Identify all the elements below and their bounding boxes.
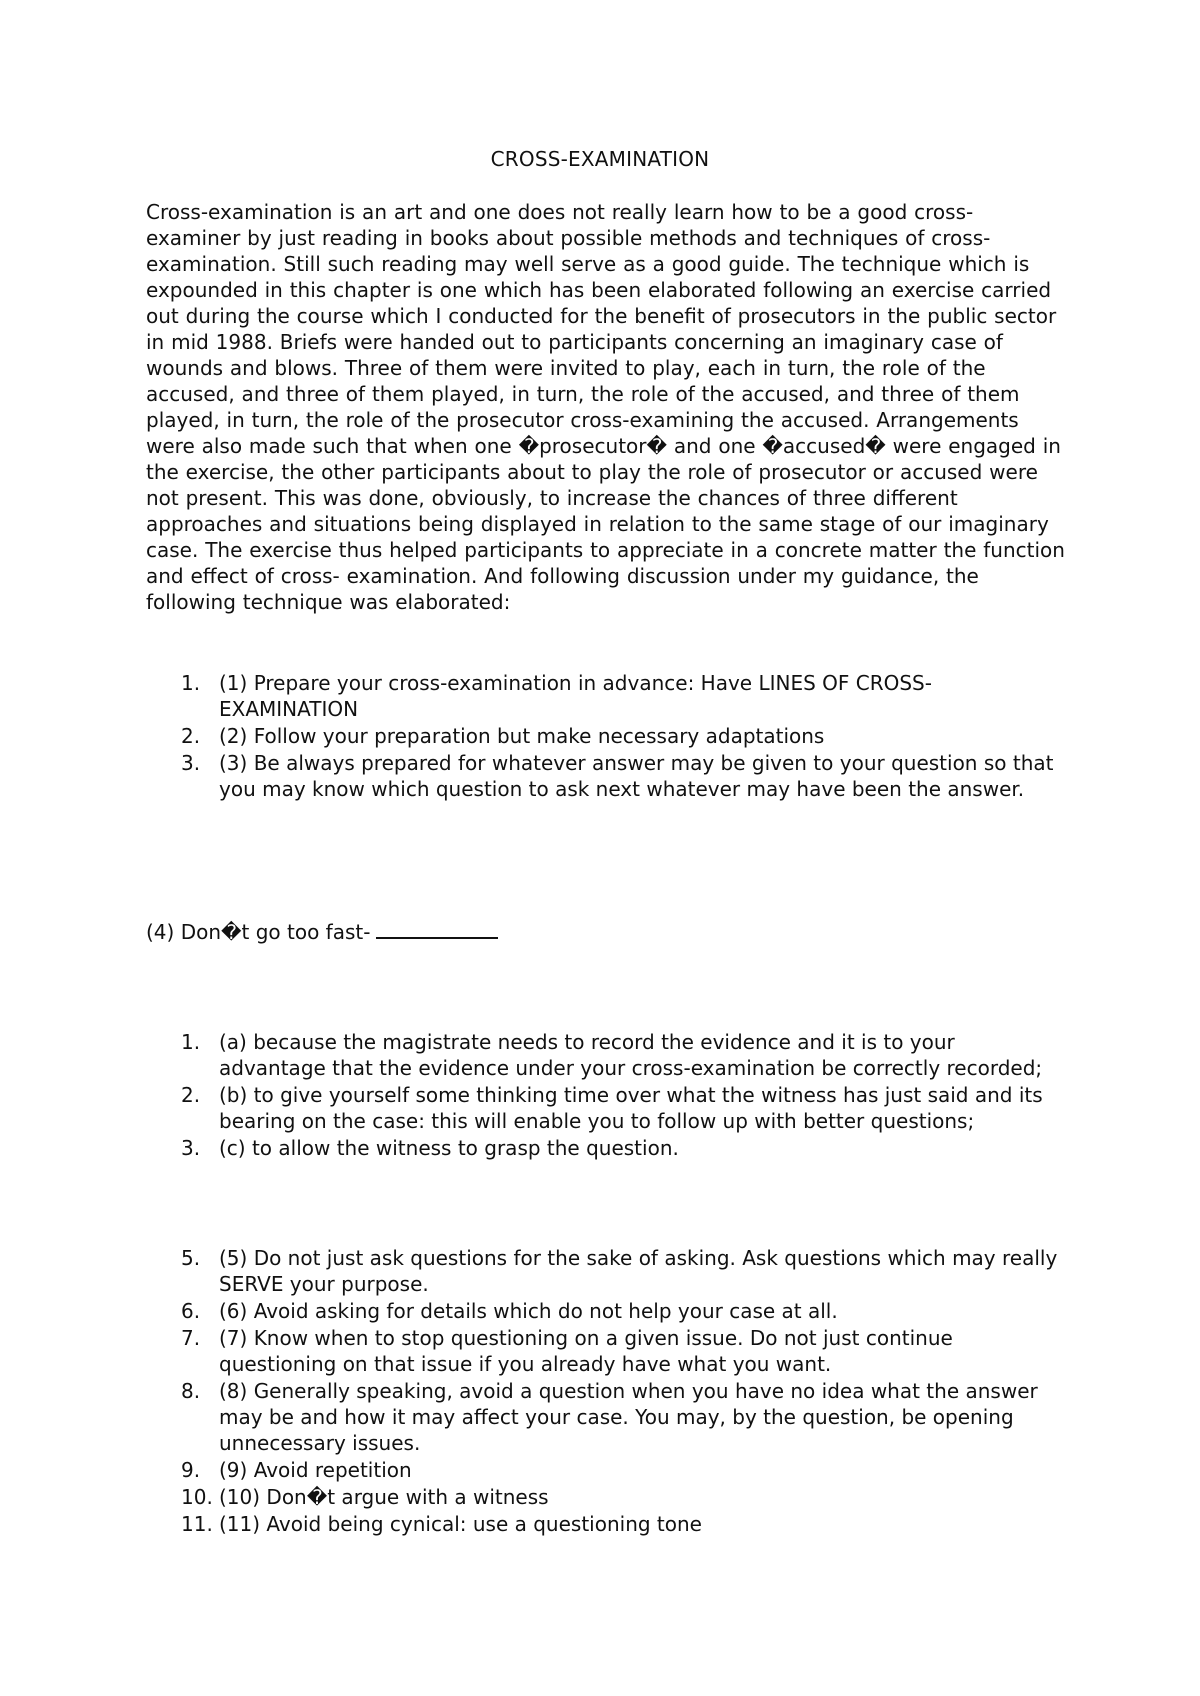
list-item: [146, 1082, 1066, 1134]
list-item: [146, 1484, 1066, 1510]
list-item-number: 11.: [181, 1512, 213, 1536]
list-item-text: (9) Avoid repetition: [219, 1458, 412, 1482]
reasons-list: [146, 1029, 1066, 1162]
technique-list-part-2: [146, 1245, 1066, 1538]
technique-list-part-1: [146, 670, 1066, 803]
list-item-text: (c) to allow the witness to grasp the question.: [219, 1136, 679, 1160]
list-item: [146, 1511, 1066, 1537]
list-item: [146, 1029, 1066, 1081]
list-item-number: 3.: [181, 1136, 201, 1160]
list-item: [146, 1457, 1066, 1483]
list-item-text: (3) Be always prepared for whatever answer may be given to your question so that you may know which question to ask next whatever may have been the answer.: [219, 751, 1054, 801]
list-item-number: 5.: [181, 1246, 201, 1270]
list-item-text: (7) Know when to stop questioning on a given issue. Do not just continue questioning on that issue if you already have what you want.: [219, 1326, 953, 1376]
list-item-text: (8) Generally speaking, avoid a question when you have no idea what the answer may be and how it may affect your case. You may, by the question, be opening unnecessary issues.: [219, 1379, 1038, 1455]
blank-underline: [376, 918, 498, 939]
list-item-number: 7.: [181, 1326, 201, 1350]
list-item-text: (2) Follow your preparation but make necessary adaptations: [219, 724, 825, 748]
list-item: [146, 1245, 1066, 1297]
list-item: [146, 1325, 1066, 1377]
list-item-number: 1.: [181, 671, 201, 695]
intro-paragraph: Cross-examination is an art and one does not really learn how to be a good cross-examiner by just reading in books about possible methods and techniques of cross-examination. Still such reading may well serve as a good guide. The technique which is expounded in this chapter is one which has been elaborated following an exercise carried out during the course which I conducted for the benefit of prosecutors in the public sector in mid 1988. Briefs were handed out to participants concerning an imaginary case of wounds and blows. Three of them were invited to play, each in turn, the role of the accused, and three of them played, in turn, the role of the accused, and three of them played, in turn, the role of the prosecutor cross-examining the accused. Arrangements were also made such that when one �prosecutor� and one �accused� were engaged in the exercise, the other participants about to play the role of prosecutor or accused were not present. This was done, obviously, to increase the chances of three different approaches and situations being displayed in relation to the same stage of our imaginary case. The exercise thus helped participants to appreciate in a concrete matter the function and effect of cross- examination. And following discussion under my guidance, the following technique was elaborated:: [146, 200, 1065, 614]
list-item-number: 2.: [181, 724, 201, 748]
list-item-text: (b) to give yourself some thinking time over what the witness has just said and its bearing on the case: this will enable you to follow up with better questions;: [219, 1083, 1043, 1133]
list-item-number: 2.: [181, 1083, 201, 1107]
list-item: [146, 750, 1066, 802]
list-item-number: 1.: [181, 1030, 201, 1054]
item-4-paragraph: [146, 918, 498, 945]
list-item: [146, 723, 1066, 749]
list-item: [146, 1378, 1066, 1456]
list-item: [146, 670, 1066, 722]
list-item-number: 3.: [181, 751, 201, 775]
list-item-number: 8.: [181, 1379, 201, 1403]
list-item-number: 6.: [181, 1299, 201, 1323]
list-item-text: (10) Don�t argue with a witness: [219, 1485, 549, 1509]
document-title: CROSS-EXAMINATION: [490, 147, 710, 171]
item-4-text: (4) Don�t go too fast-: [146, 920, 371, 944]
list-item-text: (a) because the magistrate needs to record the evidence and it is to your advantage that the evidence under your cross-examination be correctly recorded;: [219, 1030, 1043, 1080]
list-item: [146, 1135, 1066, 1161]
list-item-text: (5) Do not just ask questions for the sake of asking. Ask questions which may really SERVE your purpose.: [219, 1246, 1058, 1296]
list-item-number: 9.: [181, 1458, 201, 1482]
list-item-text: (11) Avoid being cynical: use a questioning tone: [219, 1512, 702, 1536]
list-item-text: (6) Avoid asking for details which do not help your case at all.: [219, 1299, 838, 1323]
list-item-text: (1) Prepare your cross-examination in advance: Have LINES OF CROSS-EXAMINATION: [219, 671, 932, 721]
list-item-number: 10.: [181, 1485, 213, 1509]
list-item: [146, 1298, 1066, 1324]
